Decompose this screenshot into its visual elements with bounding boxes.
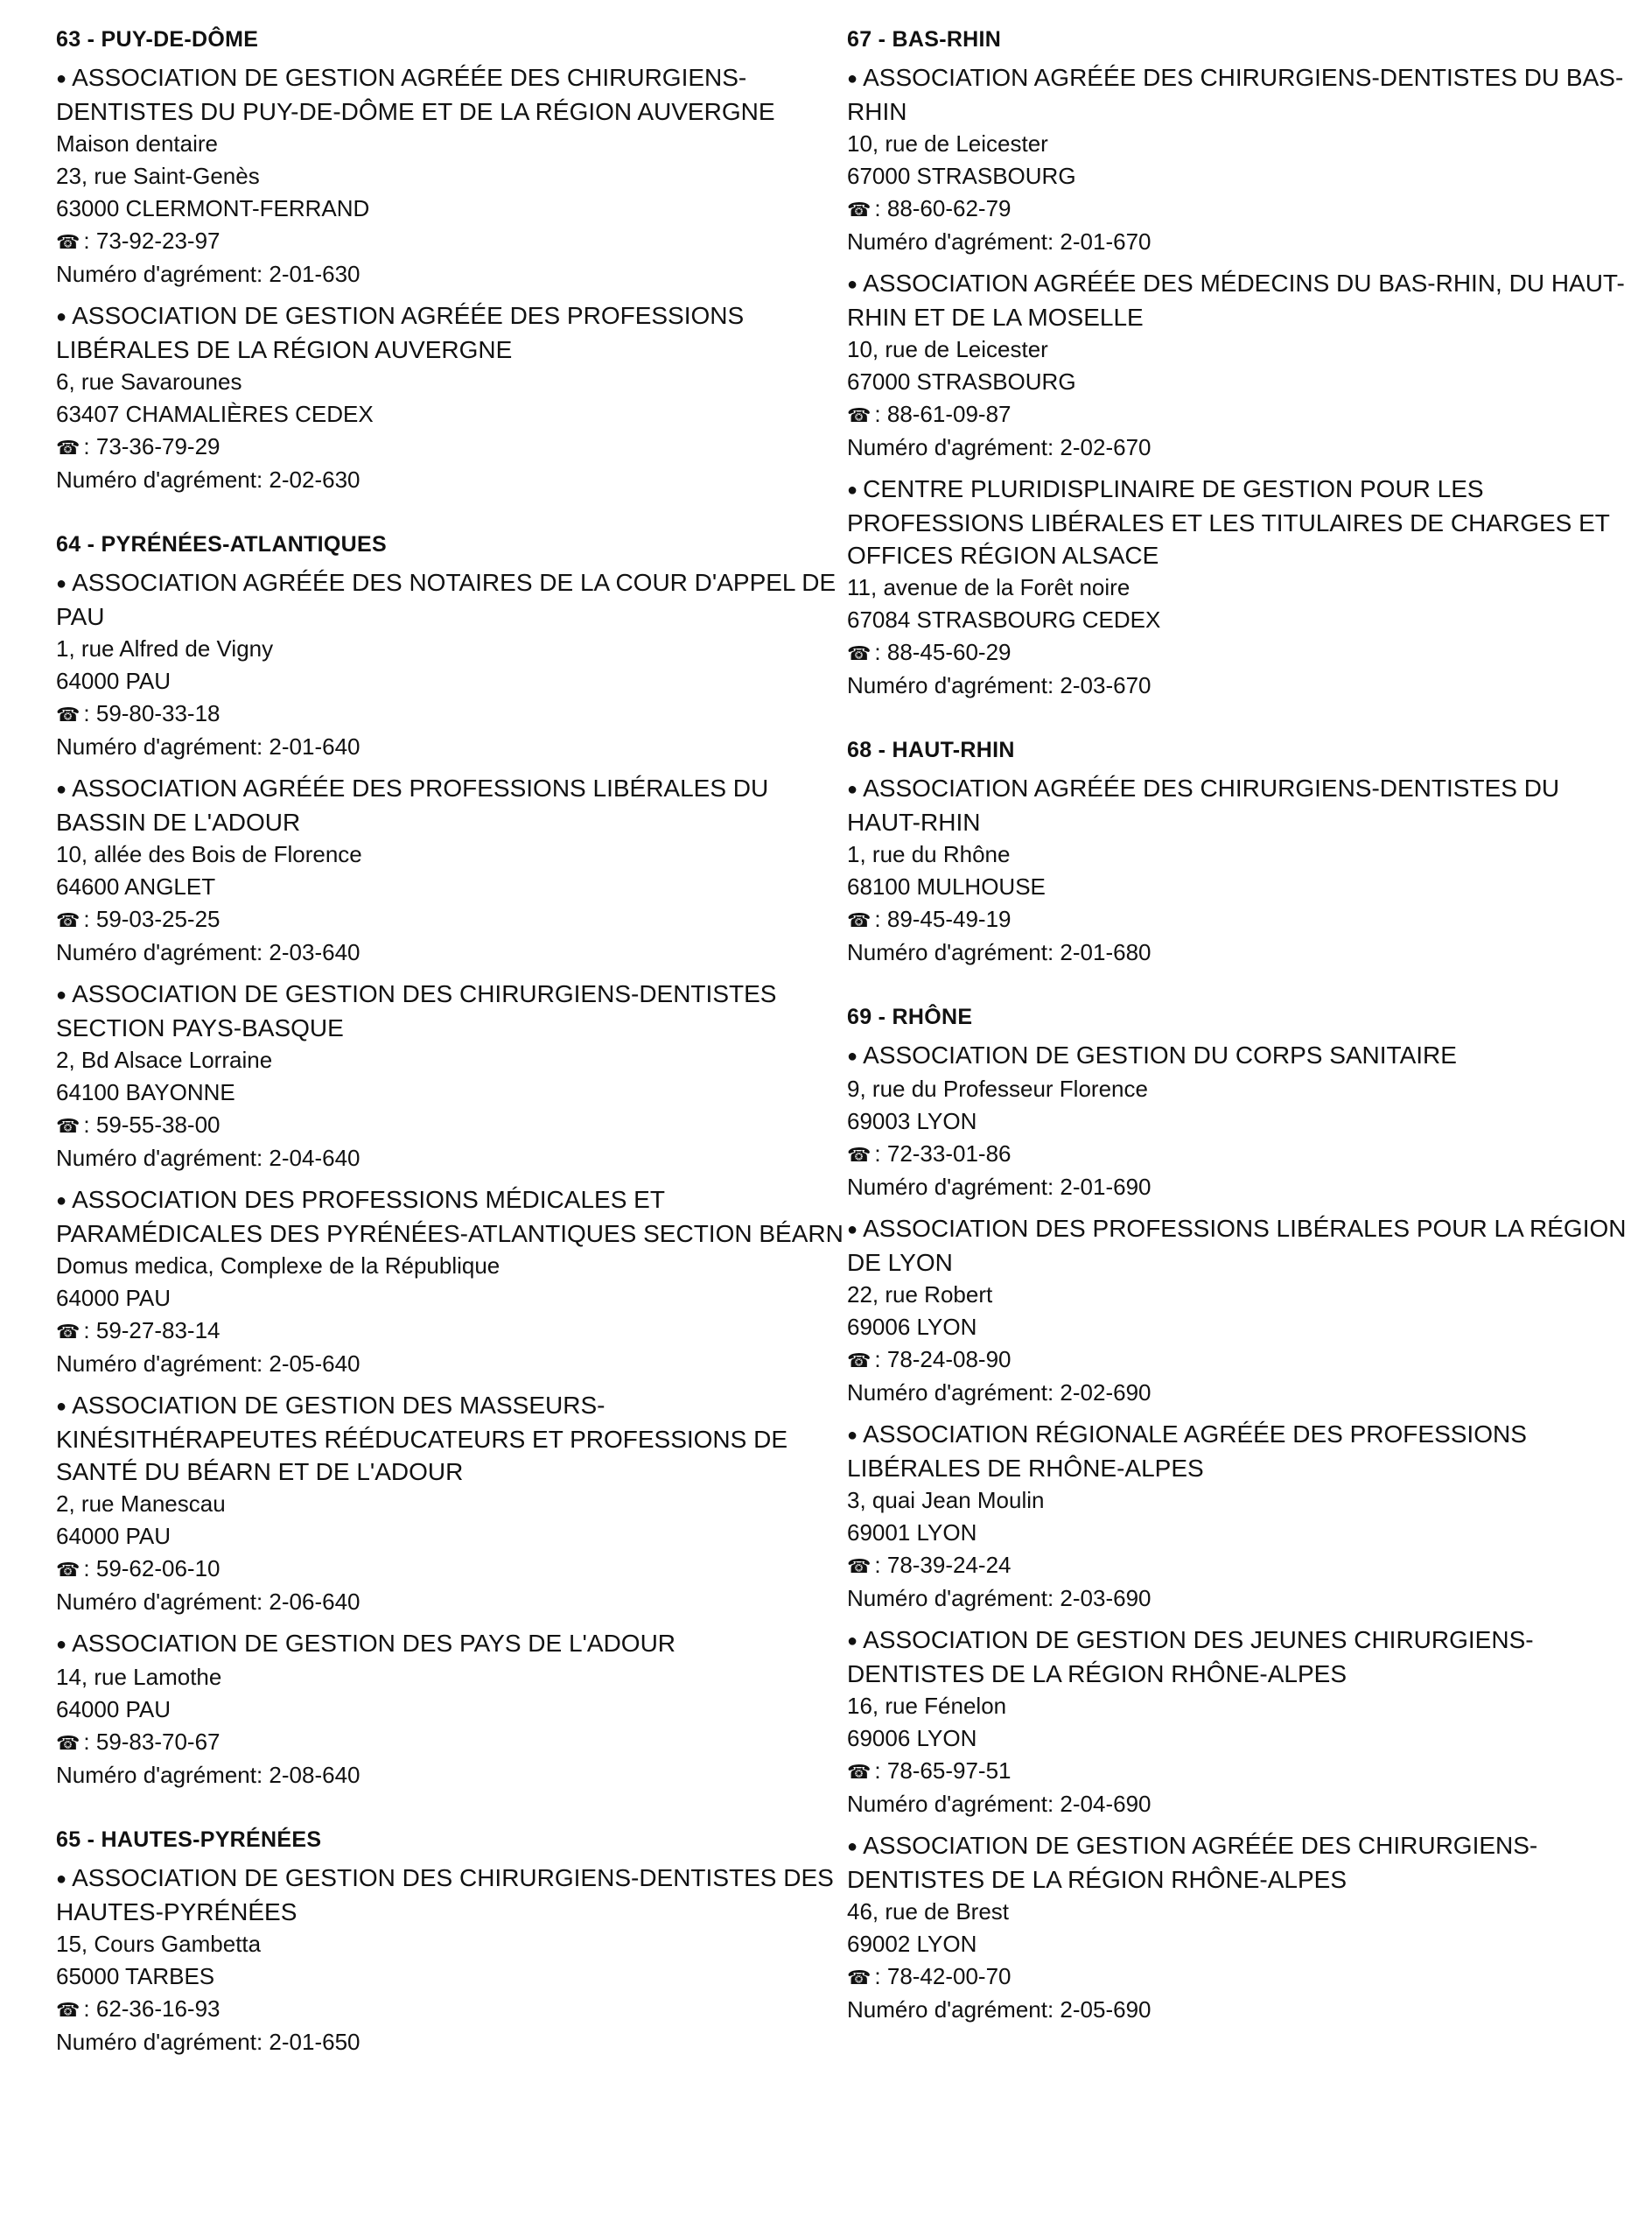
phone-number: : 78-42-00-70	[874, 1963, 1012, 1989]
department-section	[847, 26, 1634, 702]
association-entry	[56, 1389, 844, 1618]
association-name-text: ASSOCIATION DE GESTION DES CHIRURGIENS-DENTISTES SECTION PAYS-BASQUE	[56, 980, 777, 1041]
address-line: 16, rue Fénelon	[847, 1693, 1007, 1719]
phone-number: : 78-65-97-51	[874, 1757, 1012, 1784]
phone-icon: ☎	[56, 909, 80, 931]
bullet-icon: ●	[56, 574, 67, 593]
association-name	[847, 1418, 1634, 1484]
association-entry	[847, 473, 1634, 702]
phone-icon: ☎	[56, 704, 80, 726]
phone-line	[56, 903, 844, 936]
association-name-text: ASSOCIATION DE GESTION DES MASSEURS-KINÉSITHÉRAPEUTES RÉÉDUCATEURS ET PROFESSIONS DE SANTÉ DU BÉARN ET DE L'ADOUR	[56, 1392, 788, 1485]
association-name-text: ASSOCIATION RÉGIONALE AGRÉÉE DES PROFESSIONS LIBÉRALES DE RHÔNE-ALPES	[847, 1420, 1527, 1482]
address-line: 64600 ANGLET	[56, 873, 216, 900]
address-line: 63000 CLERMONT-FERRAND	[56, 195, 370, 221]
association-name-text: CENTRE PLURIDISPLINAIRE DE GESTION POUR LES PROFESSIONS LIBÉRALES ET LES TITULAIRES DE CHARGES ET OFFICES RÉGION ALSACE	[847, 475, 1610, 569]
address-line: 15, Cours Gambetta	[56, 1931, 262, 1957]
association-name-text: ASSOCIATION DE GESTION DU CORPS SANITAIRE	[863, 1041, 1457, 1069]
association-entry	[56, 1183, 844, 1380]
agrement-number: Numéro d'agrément: 2-02-630	[56, 466, 360, 493]
phone-line	[847, 903, 1634, 936]
address-line: 6, rue Savarounes	[56, 368, 242, 395]
association-name	[56, 1389, 844, 1488]
phone-line	[847, 1755, 1634, 1788]
association-name	[56, 61, 844, 128]
phone-number: : 59-62-06-10	[83, 1555, 220, 1581]
bullet-icon: ●	[56, 307, 67, 326]
address-line: Maison dentaire	[56, 130, 218, 157]
bullet-icon: ●	[56, 985, 67, 1005]
phone-icon: ☎	[56, 1115, 80, 1137]
address-line: 69006 LYON	[847, 1725, 977, 1751]
address-line: 68100 MULHOUSE	[847, 873, 1046, 900]
association-name	[847, 1039, 1634, 1073]
bullet-icon: ●	[847, 480, 858, 500]
association-name	[847, 1212, 1634, 1279]
phone-icon: ☎	[56, 437, 80, 459]
department-section	[847, 1004, 1634, 2026]
phone-number: : 89-45-49-19	[874, 906, 1012, 932]
agrement-number: Numéro d'agrément: 2-03-690	[847, 1585, 1152, 1611]
agrement-number: Numéro d'agrément: 2-01-680	[847, 939, 1152, 965]
address-line: 69002 LYON	[847, 1931, 977, 1957]
address-line: 14, rue Lamothe	[56, 1664, 222, 1690]
association-name	[847, 267, 1634, 333]
department-section	[56, 531, 844, 1792]
association-entry	[847, 1829, 1634, 2026]
address-line: 67000 STRASBOURG	[847, 368, 1076, 395]
association-entry	[56, 1627, 844, 1792]
phone-number: : 59-03-25-25	[83, 906, 220, 932]
phone-icon: ☎	[847, 909, 872, 931]
bullet-icon: ●	[56, 1191, 67, 1210]
phone-number: : 73-36-79-29	[83, 433, 220, 459]
agrement-number: Numéro d'agrément: 2-08-640	[56, 1762, 360, 1788]
phone-icon: ☎	[847, 199, 872, 221]
address-line: 65000 TARBES	[56, 1963, 215, 1989]
agrement-number: Numéro d'agrément: 2-06-640	[56, 1588, 360, 1615]
department-heading: 65 - HAUTES-PYRÉNÉES	[56, 1827, 322, 1852]
phone-line	[56, 1315, 844, 1348]
phone-icon: ☎	[56, 1321, 80, 1343]
association-entry	[847, 1212, 1634, 1409]
right-column	[847, 26, 1634, 2061]
association-name-text: ASSOCIATION DES PROFESSIONS MÉDICALES ET PARAMÉDICALES DES PYRÉNÉES-ATLANTIQUES SECTION BÉARN	[56, 1186, 844, 1247]
bullet-icon: ●	[847, 1837, 858, 1856]
association-entry	[847, 1418, 1634, 1615]
address-line: 3, quai Jean Moulin	[847, 1487, 1045, 1513]
phone-line	[56, 431, 844, 464]
phone-icon: ☎	[56, 231, 80, 253]
phone-number: : 88-45-60-29	[874, 639, 1012, 665]
bullet-icon: ●	[56, 69, 67, 88]
agrement-number: Numéro d'agrément: 2-01-640	[56, 733, 360, 760]
phone-line	[56, 1109, 844, 1142]
address-line: 64000 PAU	[56, 668, 172, 694]
address-line: 10, rue de Leicester	[847, 336, 1048, 362]
association-entry	[847, 1039, 1634, 1203]
association-entry	[56, 978, 844, 1175]
association-name	[56, 772, 844, 838]
association-entry	[56, 1862, 844, 2058]
address-line: 67084 STRASBOURG CEDEX	[847, 607, 1161, 633]
association-name	[56, 1862, 844, 1928]
phone-line	[56, 698, 844, 731]
phone-number: : 78-24-08-90	[874, 1346, 1012, 1372]
association-name-text: ASSOCIATION AGRÉÉE DES CHIRURGIENS-DENTISTES DU BAS-RHIN	[847, 64, 1624, 125]
association-name	[56, 1627, 844, 1661]
address-line: 23, rue Saint-Genès	[56, 163, 260, 189]
association-name-text: ASSOCIATION DE GESTION AGRÉÉE DES PROFESSIONS LIBÉRALES DE LA RÉGION AUVERGNE	[56, 302, 745, 363]
association-name-text: ASSOCIATION DE GESTION DES PAYS DE L'ADOUR	[72, 1630, 676, 1657]
association-entry	[56, 566, 844, 763]
agrement-number: Numéro d'agrément: 2-03-670	[847, 672, 1152, 698]
department-heading: 64 - PYRÉNÉES-ATLANTIQUES	[56, 532, 387, 557]
association-name-text: ASSOCIATION DES PROFESSIONS LIBÉRALES POUR LA RÉGION DE LYON	[847, 1215, 1627, 1276]
phone-line	[847, 1549, 1634, 1582]
phone-line	[847, 193, 1634, 226]
phone-line	[847, 1138, 1634, 1171]
address-line: 10, rue de Leicester	[847, 130, 1048, 157]
phone-number: : 88-60-62-79	[874, 195, 1012, 221]
address-line: 69001 LYON	[847, 1519, 977, 1546]
association-entry	[56, 772, 844, 969]
agrement-number: Numéro d'agrément: 2-01-690	[847, 1174, 1152, 1200]
association-name-text: ASSOCIATION AGRÉÉE DES CHIRURGIENS-DENTISTES DU HAUT-RHIN	[847, 775, 1560, 836]
bullet-icon: ●	[847, 69, 858, 88]
bullet-icon: ●	[847, 275, 858, 294]
association-entry	[847, 1623, 1634, 1820]
association-name-text: ASSOCIATION AGRÉÉE DES PROFESSIONS LIBÉRALES DU BASSIN DE L'ADOUR	[56, 775, 769, 836]
association-entry	[847, 772, 1634, 969]
agrement-number: Numéro d'agrément: 2-05-640	[56, 1350, 360, 1377]
address-line: 1, rue du Rhône	[847, 841, 1011, 867]
phone-icon: ☎	[847, 404, 872, 426]
address-line: 2, rue Manescau	[56, 1490, 226, 1517]
association-name	[847, 1829, 1634, 1896]
agrement-number: Numéro d'agrément: 2-02-690	[847, 1379, 1152, 1406]
address-line: 69003 LYON	[847, 1108, 977, 1134]
association-name-text: ASSOCIATION DE GESTION AGRÉÉE DES CHIRURGIENS-DENTISTES DE LA RÉGION RHÔNE-ALPES	[847, 1832, 1538, 1893]
department-heading: 69 - RHÔNE	[847, 1005, 973, 1029]
phone-line	[847, 636, 1634, 670]
phone-icon: ☎	[847, 642, 872, 664]
association-entry	[847, 267, 1634, 464]
phone-icon: ☎	[56, 1732, 80, 1754]
agrement-number: Numéro d'agrément: 2-04-690	[847, 1791, 1152, 1817]
association-name	[847, 61, 1634, 128]
address-line: 10, allée des Bois de Florence	[56, 841, 362, 867]
department-section	[56, 26, 844, 496]
address-line: Domus medica, Complexe de la République	[56, 1252, 500, 1279]
phone-line	[847, 1960, 1634, 1994]
address-line: 64100 BAYONNE	[56, 1079, 235, 1105]
association-name	[56, 566, 844, 633]
phone-number: : 59-83-70-67	[83, 1729, 220, 1755]
phone-number: : 73-92-23-97	[83, 228, 220, 254]
address-line: 2, Bd Alsace Lorraine	[56, 1047, 273, 1073]
phone-number: : 72-33-01-86	[874, 1140, 1012, 1167]
bullet-icon: ●	[847, 1631, 858, 1651]
association-name-text: ASSOCIATION AGRÉÉE DES NOTAIRES DE LA COUR D'APPEL DE PAU	[56, 569, 836, 630]
association-name-text: ASSOCIATION DE GESTION DES CHIRURGIENS-DENTISTES DES HAUTES-PYRÉNÉES	[56, 1864, 834, 1925]
bullet-icon: ●	[847, 780, 858, 799]
address-line: 46, rue de Brest	[847, 1898, 1009, 1925]
phone-line	[847, 398, 1634, 431]
phone-line	[56, 1726, 844, 1759]
association-name	[56, 299, 844, 366]
association-entry	[56, 299, 844, 496]
address-line: 64000 PAU	[56, 1285, 172, 1311]
agrement-number: Numéro d'agrément: 2-04-640	[56, 1145, 360, 1171]
department-heading: 67 - BAS-RHIN	[847, 27, 1002, 52]
address-line: 64000 PAU	[56, 1523, 172, 1549]
agrement-number: Numéro d'agrément: 2-05-690	[847, 1996, 1152, 2023]
phone-number: : 59-27-83-14	[83, 1317, 220, 1343]
association-name	[847, 772, 1634, 838]
phone-icon: ☎	[847, 1350, 872, 1371]
phone-line	[847, 1343, 1634, 1377]
phone-icon: ☎	[847, 1555, 872, 1577]
association-name	[56, 978, 844, 1044]
phone-icon: ☎	[56, 1999, 80, 2021]
address-line: 9, rue du Professeur Florence	[847, 1076, 1148, 1102]
agrement-number: Numéro d'agrément: 2-03-640	[56, 939, 360, 965]
bullet-icon: ●	[56, 1635, 67, 1654]
phone-line	[56, 1553, 844, 1586]
department-heading: 63 - PUY-DE-DÔME	[56, 27, 259, 52]
phone-icon: ☎	[847, 1144, 872, 1166]
association-name	[847, 1623, 1634, 1690]
phone-icon: ☎	[56, 1559, 80, 1581]
bullet-icon: ●	[56, 780, 67, 799]
address-line: 11, avenue de la Forêt noire	[847, 574, 1130, 600]
address-line: 69006 LYON	[847, 1314, 977, 1340]
department-section	[847, 737, 1634, 969]
association-entry	[56, 61, 844, 291]
agrement-number: Numéro d'agrément: 2-02-670	[847, 434, 1152, 460]
association-entry	[847, 61, 1634, 258]
phone-icon: ☎	[847, 1761, 872, 1783]
left-column	[56, 26, 844, 2093]
phone-icon: ☎	[847, 1967, 872, 1988]
phone-number: : 78-39-24-24	[874, 1552, 1012, 1578]
address-line: 63407 CHAMALIÈRES CEDEX	[56, 401, 374, 427]
address-line: 67000 STRASBOURG	[847, 163, 1076, 189]
association-name-text: ASSOCIATION DE GESTION DES JEUNES CHIRURGIENS-DENTISTES DE LA RÉGION RHÔNE-ALPES	[847, 1626, 1534, 1687]
agrement-number: Numéro d'agrément: 2-01-670	[847, 228, 1152, 255]
bullet-icon: ●	[56, 1869, 67, 1889]
association-name-text: ASSOCIATION DE GESTION AGRÉÉE DES CHIRURGIENS-DENTISTES DU PUY-DE-DÔME ET DE LA RÉGION AUVERGNE	[56, 64, 775, 125]
department-heading: 68 - HAUT-RHIN	[847, 738, 1015, 762]
department-section	[56, 1827, 844, 2058]
phone-line	[56, 1993, 844, 2026]
address-line: 22, rue Robert	[847, 1281, 993, 1308]
agrement-number: Numéro d'agrément: 2-01-630	[56, 261, 360, 287]
agrement-number: Numéro d'agrément: 2-01-650	[56, 2029, 360, 2055]
bullet-icon: ●	[56, 1397, 67, 1416]
phone-number: : 59-80-33-18	[83, 700, 220, 726]
phone-line	[56, 225, 844, 258]
association-name-text: ASSOCIATION AGRÉÉE DES MÉDECINS DU BAS-RHIN, DU HAUT-RHIN ET DE LA MOSELLE	[847, 270, 1625, 331]
phone-number: : 62-36-16-93	[83, 1995, 220, 2022]
bullet-icon: ●	[847, 1047, 858, 1066]
bullet-icon: ●	[847, 1426, 858, 1445]
phone-number: : 59-55-38-00	[83, 1112, 220, 1138]
bullet-icon: ●	[847, 1220, 858, 1239]
address-line: 1, rue Alfred de Vigny	[56, 635, 274, 662]
association-name	[847, 473, 1634, 572]
phone-number: : 88-61-09-87	[874, 401, 1012, 427]
address-line: 64000 PAU	[56, 1696, 172, 1722]
association-name	[56, 1183, 844, 1250]
